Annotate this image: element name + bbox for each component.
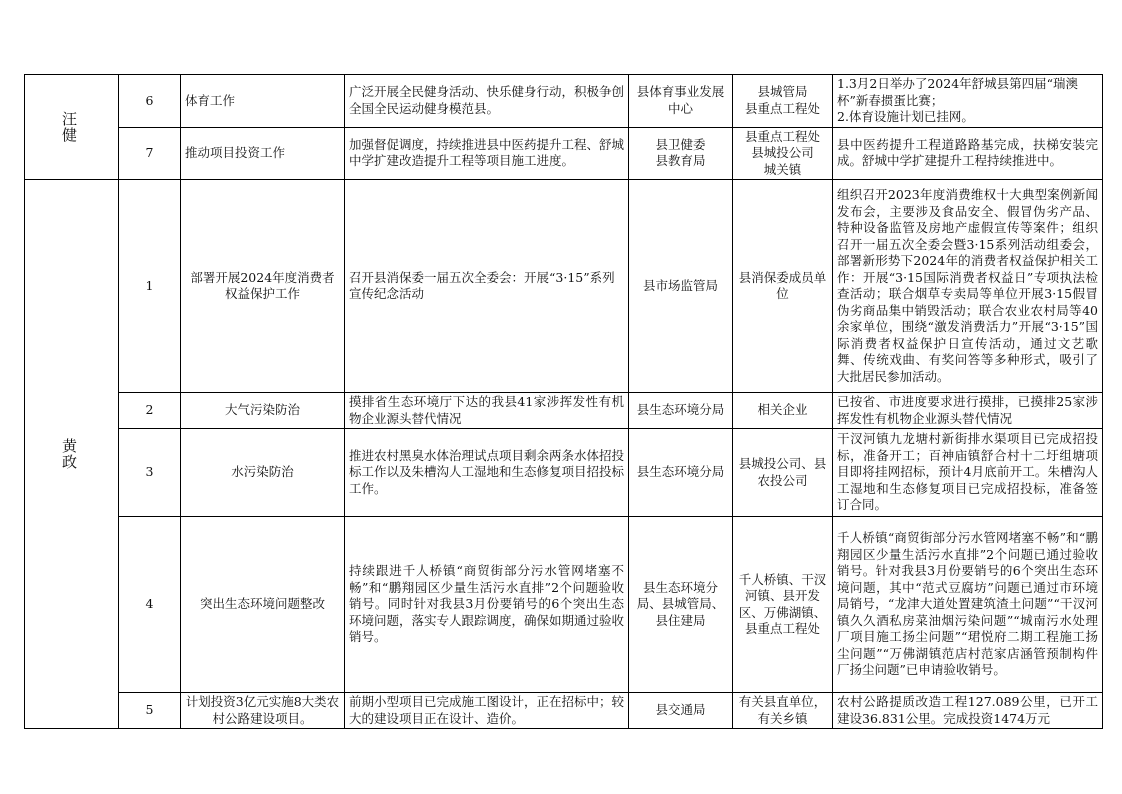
row-number: 2 bbox=[119, 393, 181, 429]
row-number: 7 bbox=[119, 127, 181, 180]
lead-unit bbox=[629, 75, 733, 128]
measure-text: 前期小型项目已完成施工图设计，正在招标中；较大的建设项目正在设计、造价。 bbox=[345, 693, 629, 729]
progress-text: 1.3月2日举办了2024年舒城县第四届“瑞澳杯”新春掼蛋比赛； 2.体育设施计划已挂网。 bbox=[833, 75, 1103, 128]
task-name: 水污染防治 bbox=[181, 429, 345, 517]
coop-unit: 有关县直单位， 有关乡镇 bbox=[733, 693, 833, 729]
task-name: 体育工作 bbox=[181, 75, 345, 128]
table-row bbox=[25, 127, 1103, 180]
task-name: 部署开展2024年度消费者权益保护工作 bbox=[181, 180, 345, 393]
row-number: 6 bbox=[119, 75, 181, 128]
measure-text: 加强督促调度，持续推进县中医药提升工程、舒城中学扩建改造提升工程等项目施工进度。 bbox=[345, 127, 629, 180]
task-name: 计划投资3亿元实施8大类农村公路建设项目。 bbox=[181, 693, 345, 729]
progress-text: 千人桥镇“商贸街部分污水管网堵塞不畅”和“鹏翔园区少量生活污水直排”2个问题已通过验收销号。针对我县3月份要销号的6个突出生态环境问题，其中“范式豆腐坊”问题已通过市环境局销号，“龙津大道处置建筑渣土问题”“干汊河镇久久酒私房菜油烟污染问题”“城南污水处理厂项目施工扬尘问题”“珺悦府二期工程施工扬尘问题”“万佛湖镇范店村范家店涵管预制构件厂扬尘问题”已申请验收销号。 bbox=[833, 517, 1103, 693]
coop-unit: 县城管局 县重点工程处 bbox=[733, 75, 833, 128]
progress-text: 组织召开2023年度消费维权十大典型案例新闻发布会，主要涉及食品安全、假冒伪劣产品、特种设备监管及房地产虚假宣传等案件；组织召开一届五次全委会暨3·15系列活动组委会，部署新形势下2024年的消费者权益保护相关工作：开展“3·15国际消费者权益日”专项执法检查活动；联合烟草专卖局等单位开展3·15假冒伪劣商品集中销毁活动；联合农业农村局等40余家单位，围绕“激发消费活力”开展“3·15”国际消费者权益保护日宣传活动，通过文艺歌舞、传统戏曲、有奖问答等多种形式，吸引了大批居民参加活动。 bbox=[833, 180, 1103, 393]
coop-unit: 千人桥镇、干汊河镇、县开发区、万佛湖镇、县重点工程处 bbox=[733, 517, 833, 693]
lead-unit-line: 县体育事业发展中心 bbox=[636, 84, 725, 116]
coop-unit: 县消保委成员单位 bbox=[733, 180, 833, 393]
table-row bbox=[25, 393, 1103, 429]
lead-unit: 县交通局 bbox=[629, 693, 733, 729]
task-name: 推动项目投资工作 bbox=[181, 127, 345, 180]
measure-text: 持续跟进千人桥镇“商贸街部分污水管网堵塞不畅”和“鹏翔园区少量生活污水直排”2个问题验收销号。同时针对我县3月份要销号的6个突出生态环境问题，落实专人跟踪调度，确保如期通过验收销号。 bbox=[345, 517, 629, 693]
progress-text: 干汊河镇九龙塘村新街排水渠项目已完成招投标，准备开工；百神庙镇舒合村十二圩组塘项目即将挂网招标，预计4月底前开工。朱槽沟人工湿地和生态修复项目已完成招投标，准备签订合同。 bbox=[833, 429, 1103, 517]
progress-text: 县中医药提升工程道路路基完成，扶梯安装完成。舒城中学扩建提升工程持续推进中。 bbox=[833, 127, 1103, 180]
measure-text: 召开县消保委一届五次全委会：开展“3·15”系列宣传纪念活动 bbox=[345, 180, 629, 393]
lead-unit: 县卫健委 县教育局 bbox=[629, 127, 733, 180]
table-row bbox=[25, 180, 1103, 393]
coop-unit: 相关企业 bbox=[733, 393, 833, 429]
row-number: 1 bbox=[119, 180, 181, 393]
leader-cell: 汪 健 bbox=[25, 75, 119, 180]
lead-unit: 县生态环境分局 bbox=[629, 393, 733, 429]
task-name: 突出生态环境问题整改 bbox=[181, 517, 345, 693]
lead-unit: 县生态环境分局 bbox=[629, 429, 733, 517]
leader-cell: 黄 政 bbox=[25, 180, 119, 729]
row-number: 3 bbox=[119, 429, 181, 517]
progress-text: 农村公路提质改造工程127.089公里，已开工建设36.831公里。完成投资1474万元 bbox=[833, 693, 1103, 729]
progress-text: 已按省、市进度要求进行摸排，已摸排25家涉挥发性有机物企业源头替代情况 bbox=[833, 393, 1103, 429]
table-row bbox=[25, 693, 1103, 729]
table-row bbox=[25, 517, 1103, 693]
work-task-table bbox=[24, 74, 1103, 729]
coop-unit: 县重点工程处 县城投公司 城关镇 bbox=[733, 127, 833, 180]
measure-text: 推进农村黑臭水体治理试点项目剩余两条水体招投标工作以及朱槽沟人工湿地和生态修复项目招投标工作。 bbox=[345, 429, 629, 517]
lead-unit: 县市场监管局 bbox=[629, 180, 733, 393]
coop-unit: 县城投公司、县农投公司 bbox=[733, 429, 833, 517]
task-name: 大气污染防治 bbox=[181, 393, 345, 429]
measure-text: 摸排省生态环境厅下达的我县41家涉挥发性有机物企业源头替代情况 bbox=[345, 393, 629, 429]
lead-unit: 县生态环境分局、县城管局、县住建局 bbox=[629, 517, 733, 693]
table-row bbox=[25, 75, 1103, 128]
row-number: 4 bbox=[119, 517, 181, 693]
measure-text: 广泛开展全民健身活动、快乐健身行动，积极争创全国全民运动健身模范县。 bbox=[345, 75, 629, 128]
table-row bbox=[25, 429, 1103, 517]
row-number: 5 bbox=[119, 693, 181, 729]
